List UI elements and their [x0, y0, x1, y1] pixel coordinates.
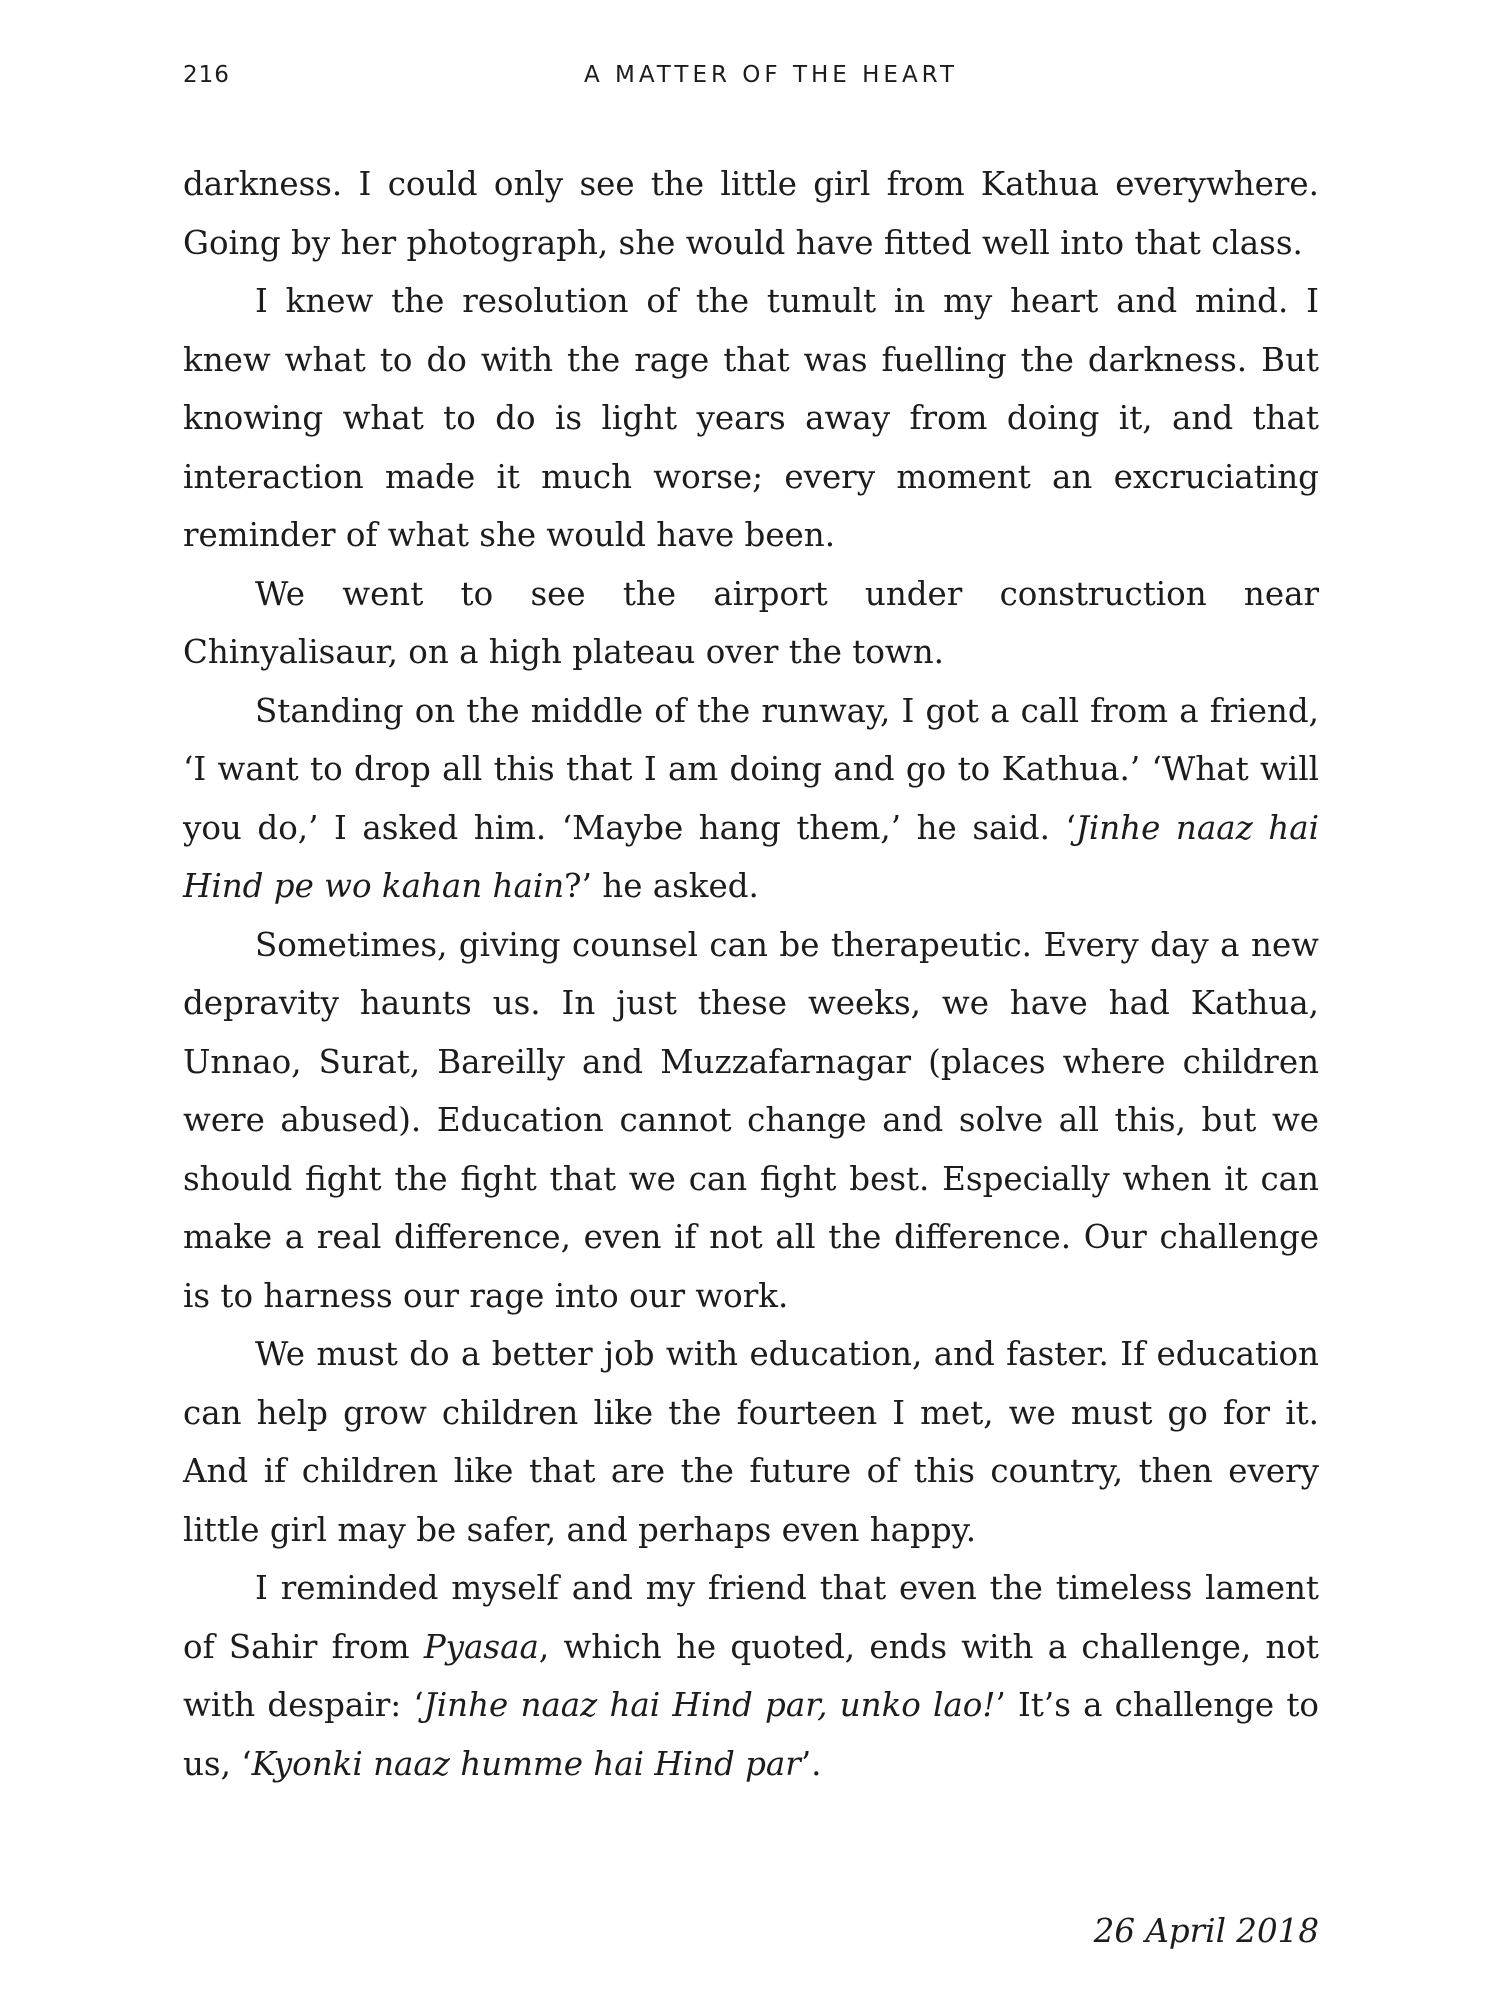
paragraph-7-text-b: , which he quoted, ends with a challenge, not with despair: ‘ [183, 1627, 1319, 1724]
paragraph-4-text-a: Standing on the middle of the runway, I got a call from a friend, ‘I want to drop all this that I am doing and go to Kathua.’ ‘What will you do,’ I asked him. ‘Maybe hang them,’ he said. ‘ [183, 691, 1319, 847]
paragraph-7-text-c: ’ It’s a challenge to us, ‘ [183, 1686, 1319, 1783]
paragraph-4-text-b: ?’ he asked. [564, 867, 759, 905]
paragraph-7-text-a: I reminded myself and my friend that even the timeless lament of Sahir from [183, 1569, 1319, 1666]
paragraph-2: I knew the resolution of the tumult in my heart and mind. I knew what to do with the rage that was fuelling the darkness. But knowing what to do is light years away from doing it, and that interaction made it much worse; every moment an excruciating reminder of what she would have been. [183, 282, 1319, 554]
body-text [183, 155, 1319, 1793]
dateline: 26 April 2018 [1093, 1912, 1319, 1950]
film-title-pyasaa: Pyasaa [423, 1627, 539, 1666]
paragraph-6: We must do a better job with education, and faster. If education can help grow children like the fourteen I met, we must go for it. And if children like that are the future of this country, then every little girl may be safer, and perhaps even happy. [183, 1335, 1319, 1549]
quote-kyonki-naaz: Kyonki naaz humme hai Hind par [251, 1744, 801, 1783]
paragraph-7-text-d: ’. [800, 1744, 822, 1783]
paragraph-4 [183, 682, 1319, 916]
paragraph-5: Sometimes, giving counsel can be therapeutic. Every day a new depravity haunts us. In just these weeks, we have had Kathua, Unnao, Surat, Bareilly and Muzzafarnagar (places where children were abused). Education cannot change and solve all this, but we should fight the fight that we can fight best. Especially when it can make a real difference, even if not all the difference. Our challenge is to harness our rage into our work. [183, 925, 1319, 1315]
running-header [183, 62, 1319, 102]
paragraph-3: We went to see the airport under construction near Chinyalisaur, on a high plateau over the town. [183, 574, 1319, 671]
paragraph-1: darkness. I could only see the little girl from Kathua everywhere. Going by her photograph, she would have fitted well into that class. [183, 165, 1319, 262]
quote-unko-lao: Jinhe naaz hai Hind par, unko lao! [423, 1686, 996, 1724]
paragraph-7 [183, 1559, 1319, 1793]
running-title: A MATTER OF THE HEART [583, 62, 959, 88]
page-number: 216 [183, 62, 230, 88]
quote-jinhe-naaz-hai-hind-pe: Jinhe naaz hai Hind pe wo kahan hain [183, 808, 1319, 905]
